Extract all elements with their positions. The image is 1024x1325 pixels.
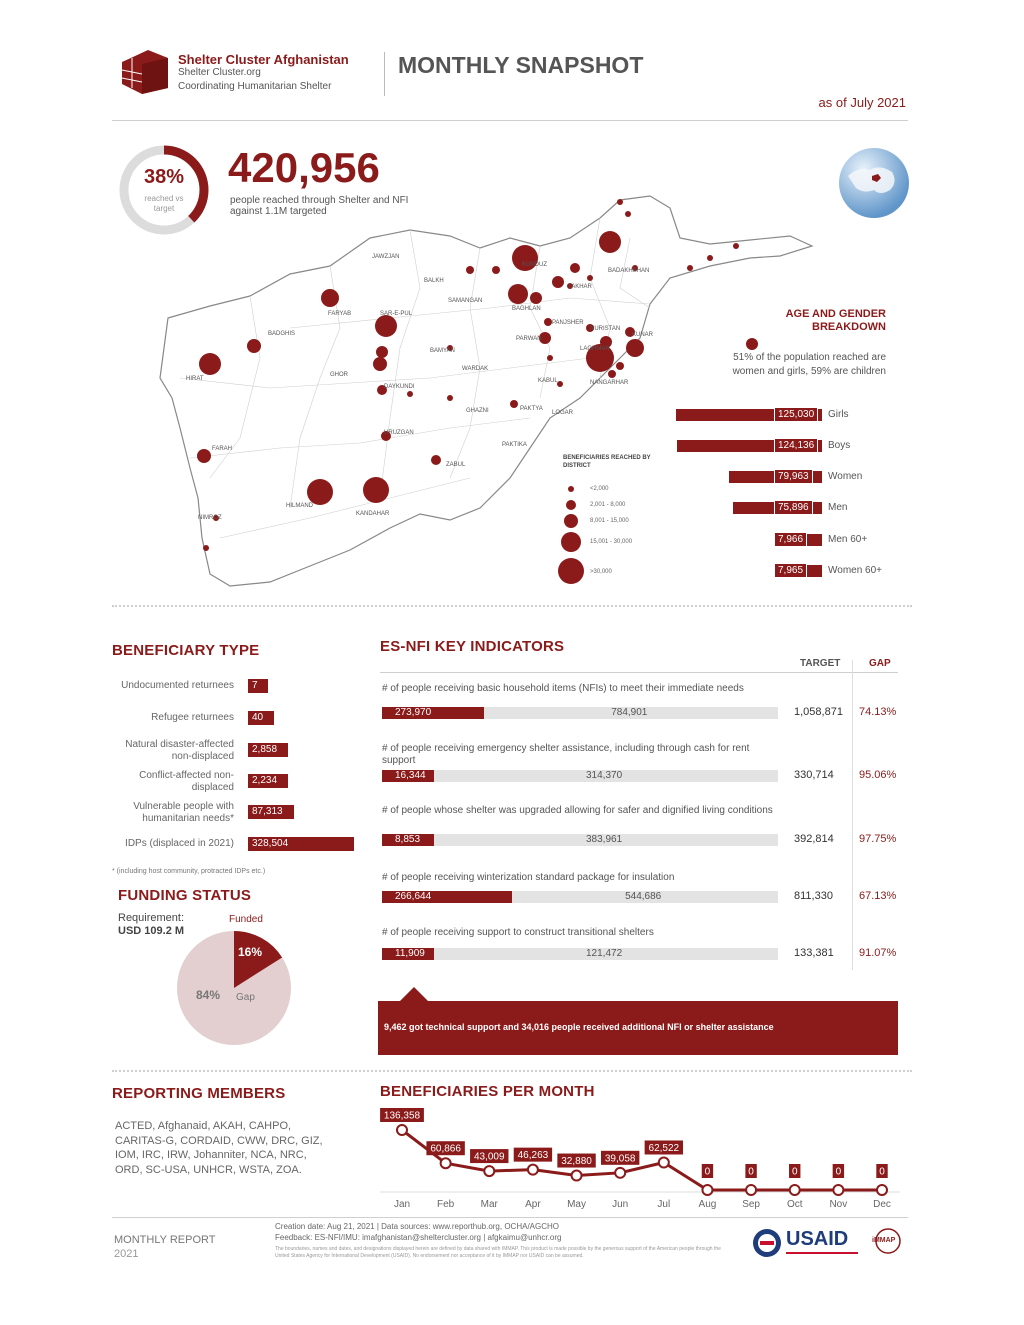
members-title: REPORTING MEMBERS xyxy=(112,1085,286,1102)
province-label: BAMYAN xyxy=(430,348,455,354)
funding-gap-label: Gap xyxy=(236,992,255,1003)
indicator-track xyxy=(382,770,778,782)
headline-caption: people reached through Shelter and NFI against 1.1M targeted xyxy=(230,195,409,217)
data-label: 0 xyxy=(879,1166,885,1178)
province-label: NURISTAN xyxy=(590,326,621,332)
province-label: DAYKUNDI xyxy=(384,384,415,390)
chart-title: BENEFICIARIES PER MONTH xyxy=(380,1083,595,1100)
monthly-line-chart xyxy=(380,1100,900,1215)
age-gender-value: 7,965 xyxy=(774,563,807,578)
data-label: 0 xyxy=(835,1166,842,1178)
indicator-remaining: 383,961 xyxy=(586,834,623,845)
age-gender-value: 7,966 xyxy=(774,532,807,547)
province-label: FARYAB xyxy=(328,311,352,317)
page-title: MONTHLY SNAPSHOT xyxy=(398,52,644,78)
map-legend-item: >30,000 xyxy=(590,569,612,575)
members-text: ACTED, Afghanaid, AKAH, CAHPO, CARITAS-G, CORDAID, CWW, DRC, GIZ, IOM, IRC, IRW, Johanniter, NCA, NRC, ORD, SC-USA, UNHCR, WSTA, ZOA. xyxy=(115,1120,323,1176)
province-label: PAKTIKA xyxy=(502,442,527,448)
data-point xyxy=(790,1185,800,1195)
province-label: WARDAK xyxy=(462,366,489,372)
x-tick-label: Jan xyxy=(393,1199,411,1210)
beneficiary-type-label: Natural disaster-affected non-displaced xyxy=(125,739,234,762)
age-gender-value: 125,030 xyxy=(774,407,818,422)
x-tick-label: Feb xyxy=(437,1199,455,1210)
callout-text: 9,462 got technical support and 34,016 people received additional NFI or shelter assistance xyxy=(384,1022,774,1032)
data-label: 62,522 xyxy=(648,1142,680,1154)
province-label: TAKHAR xyxy=(568,284,592,290)
province-label: FARAH xyxy=(212,446,233,452)
district-bubble xyxy=(199,353,221,375)
data-point xyxy=(877,1185,887,1195)
province-label: ZABUL xyxy=(446,462,466,468)
beneficiary-type-title: BENEFICIARY TYPE xyxy=(112,642,260,659)
province-label: KUNDUZ xyxy=(522,262,547,268)
map-legend-item: 15,001 - 30,000 xyxy=(590,539,633,545)
indicator-question: # of people receiving winterization standard package for insulation xyxy=(382,872,675,883)
indicator-question: # of people whose shelter was upgraded allowing for safer and dignified living conditions xyxy=(382,805,773,816)
funding-pie xyxy=(176,930,292,1046)
headline-number: 420,956 xyxy=(228,144,380,191)
district-bubble xyxy=(552,276,564,288)
province-label: SAMANGAN xyxy=(448,298,483,304)
data-point xyxy=(615,1168,625,1178)
district-bubble xyxy=(587,275,593,281)
district-bubble xyxy=(687,265,693,271)
section-separator xyxy=(112,605,912,607)
x-tick-label: Jun xyxy=(612,1199,629,1210)
age-gender-label: Girls xyxy=(828,409,849,420)
indicators-title: ES-NFI KEY INDICATORS xyxy=(380,638,565,655)
usaid-logo: USAID xyxy=(786,1228,849,1250)
indicator-question: # of people receiving basic household items (NFIs) to meet their immediate needs xyxy=(382,683,744,694)
footer-disclaimer: The boundaries, names and dates, and designations displayed herein are defined by data shared with IMMAP. This product is made possible by the generous support of the American people through the United States Agency for International Development (USAID). No endorsement nor acceptance of it by IMMAP nor USAID can be assumed. xyxy=(275,1246,721,1259)
x-tick-label: Nov xyxy=(829,1199,848,1210)
indicator-reached: 8,853 xyxy=(392,834,423,846)
age-gender-label: Women 60+ xyxy=(828,565,883,576)
province-label: PAKTYA xyxy=(520,406,543,412)
indicator-target: 392,814 xyxy=(794,833,834,845)
province-label: NANGARHAR xyxy=(590,380,629,386)
x-tick-label: Apr xyxy=(525,1199,541,1210)
district-bubble xyxy=(466,266,474,274)
province-label: BALKH xyxy=(424,278,444,284)
map-legend-title: BENEFICIARIES REACHED BY DISTRICT xyxy=(563,455,651,469)
indicator-gap: 97.75% xyxy=(859,833,897,845)
age-gender-label: Women xyxy=(828,471,863,482)
province-label: PARWAN xyxy=(516,336,542,342)
data-label: 43,009 xyxy=(473,1151,505,1163)
age-gender-value: 124,136 xyxy=(774,438,818,453)
district-bubble xyxy=(203,545,209,551)
data-point xyxy=(484,1166,494,1176)
data-label: 0 xyxy=(791,1166,798,1178)
district-bubble xyxy=(373,357,387,371)
age-gender-label: Boys xyxy=(828,440,851,451)
district-bubble xyxy=(321,289,339,307)
target-header: TARGET xyxy=(800,658,841,669)
district-bubble xyxy=(570,263,580,273)
funding-funded-label: Funded xyxy=(229,914,263,925)
indicator-remaining: 121,472 xyxy=(586,948,623,959)
beneficiary-type-label: IDPs (displaced in 2021) xyxy=(125,838,234,849)
x-tick-label: Aug xyxy=(698,1199,717,1210)
x-tick-label: May xyxy=(567,1199,586,1210)
beneficiary-type-bar: 87,313 xyxy=(248,805,294,819)
province-label: BADGHIS xyxy=(268,331,296,337)
indicator-track xyxy=(382,834,778,846)
indicators-rule xyxy=(380,672,898,673)
data-point xyxy=(441,1158,451,1168)
age-gender-title: AGE AND GENDER BREAKDOWN xyxy=(785,308,886,333)
province-label: BAGHLAN xyxy=(512,306,541,312)
district-bubble xyxy=(431,455,441,465)
indicator-target: 811,330 xyxy=(794,890,833,902)
data-label: 136,358 xyxy=(383,1110,421,1122)
org-sub: Shelter Cluster.org xyxy=(178,67,261,78)
indicator-target: 133,381 xyxy=(794,947,834,959)
indicator-remaining: 314,370 xyxy=(586,770,623,781)
district-bubble xyxy=(447,395,453,401)
org-tagline: Coordinating Humanitarian Shelter xyxy=(178,81,332,92)
data-label: 46,263 xyxy=(517,1150,549,1162)
footer-year: 2021 xyxy=(114,1248,139,1260)
indicator-gap: 67.13% xyxy=(859,890,897,902)
beneficiary-type-bar: 7 xyxy=(248,679,268,693)
province-label: BADAKHSHAN xyxy=(608,268,650,274)
usaid-seal-icon xyxy=(752,1228,782,1258)
data-point xyxy=(833,1185,843,1195)
indicator-target: 1,058,871 xyxy=(794,706,843,718)
beneficiary-type-label: Refugee returnees xyxy=(151,712,234,723)
data-point xyxy=(572,1171,582,1181)
district-bubble xyxy=(707,255,713,261)
indicator-question: # of people receiving emergency shelter assistance, including through cash for rent support xyxy=(382,743,750,766)
district-bubble xyxy=(375,315,397,337)
district-bubble xyxy=(247,339,261,353)
indicator-reached: 273,970 xyxy=(392,707,434,719)
beneficiary-type-bar: 40 xyxy=(248,711,274,725)
cluster-logo xyxy=(118,48,172,96)
district-bubble xyxy=(376,346,388,358)
section-separator xyxy=(112,1070,912,1072)
map-legend-item: 2,001 - 8,000 xyxy=(590,502,626,508)
district-bubble xyxy=(746,338,758,350)
beneficiary-type-label: Vulnerable people with humanitarian needs* xyxy=(133,801,234,824)
district-bubble xyxy=(733,243,739,249)
callout-box xyxy=(378,1001,898,1055)
funding-requirement-label: Requirement: xyxy=(118,912,185,924)
x-tick-label: Dec xyxy=(873,1199,891,1210)
x-tick-label: Mar xyxy=(480,1199,498,1210)
province-label: KANDAHAR xyxy=(356,511,390,517)
reached-percent: 38% xyxy=(143,166,185,188)
footer-rule xyxy=(112,1217,908,1218)
indicator-gap: 95.06% xyxy=(859,769,897,781)
footer-report: MONTHLY REPORT xyxy=(114,1234,216,1246)
age-gender-value: 79,963 xyxy=(774,469,813,484)
province-label: LAGHMAN xyxy=(580,346,610,352)
callout-arrow xyxy=(400,987,428,1001)
district-bubble xyxy=(544,318,552,326)
header-rule xyxy=(112,120,908,121)
district-bubble xyxy=(617,199,623,205)
indicator-reached: 16,344 xyxy=(392,770,429,782)
data-label: 0 xyxy=(704,1166,711,1178)
header-divider xyxy=(384,52,385,96)
province-label: URUZGAN xyxy=(384,430,414,436)
indicator-question: # of people receiving support to construct transitional shelters xyxy=(382,927,654,938)
funding-title: FUNDING STATUS xyxy=(118,887,252,904)
beneficiary-type-label: Undocumented returnees xyxy=(121,680,234,691)
province-label: PANJSHER xyxy=(552,320,584,326)
as-of-date: as of July 2021 xyxy=(818,95,906,110)
data-label: 32,880 xyxy=(561,1156,592,1168)
funding-gap-pct: 84% xyxy=(196,988,221,1002)
beneficiary-type-label: Conflict-affected non-displaced xyxy=(139,770,234,793)
footer-feedback: Feedback: ES-NFI/IMU: imafghanistan@sheltercluster.org | afgkaimu@unhcr.org xyxy=(275,1233,562,1242)
district-bubble xyxy=(508,284,528,304)
district-bubble xyxy=(608,370,616,378)
age-gender-value: 75,896 xyxy=(774,500,813,515)
org-name: Shelter Cluster Afghanistan xyxy=(178,52,349,67)
beneficiary-footnote: * (including host community, protracted IDPs etc.) xyxy=(112,868,266,875)
indicator-reached: 11,909 xyxy=(392,948,428,960)
indicator-remaining: 784,901 xyxy=(611,707,648,718)
x-tick-label: Oct xyxy=(786,1199,803,1210)
indicator-gap: 74.13% xyxy=(859,706,897,718)
province-label: NIMROZ xyxy=(198,515,222,521)
beneficiary-type-bar: 2,234 xyxy=(248,774,288,788)
province-label: HIRAT xyxy=(186,376,204,382)
footer-creation: Creation date: Aug 21, 2021 | Data sources: www.reporthub.org, OCHA/AGCHO xyxy=(275,1222,559,1231)
x-tick-label: Sep xyxy=(742,1199,760,1210)
funding-funded-pct: 16% xyxy=(238,945,263,959)
district-bubble xyxy=(492,266,500,274)
data-point xyxy=(746,1185,756,1195)
afghanistan-map xyxy=(150,178,818,590)
district-bubble xyxy=(530,292,542,304)
target-gap-divider xyxy=(852,660,853,970)
district-bubble xyxy=(626,339,644,357)
province-label: SAR-E-PUL xyxy=(380,311,413,317)
district-bubble xyxy=(510,400,518,408)
map-legend-item: <2,000 xyxy=(590,486,609,492)
district-bubble xyxy=(197,449,211,463)
data-label: 0 xyxy=(748,1166,754,1178)
map-legend-item: 8,001 - 15,000 xyxy=(590,518,629,524)
beneficiary-type-bar: 2,858 xyxy=(248,743,288,757)
usaid-underline xyxy=(786,1252,858,1254)
province-label: GHAZNI xyxy=(466,408,489,414)
province-label: JAWZJAN xyxy=(372,254,400,260)
data-point xyxy=(528,1165,538,1175)
indicator-reached: 266,644 xyxy=(392,891,434,903)
data-point xyxy=(397,1125,407,1135)
indicator-gap: 91.07% xyxy=(859,947,897,959)
indicator-track xyxy=(382,948,778,960)
indicator-target: 330,714 xyxy=(794,769,834,781)
province-label: LOGAR xyxy=(552,410,574,416)
district-bubble xyxy=(625,211,631,217)
district-bubble xyxy=(547,355,553,361)
gap-header: GAP xyxy=(869,658,891,669)
immap-logo: iMMAP xyxy=(872,1237,896,1244)
age-gender-label: Men xyxy=(828,502,848,513)
district-bubble xyxy=(599,231,621,253)
province-label: KABUL xyxy=(538,378,558,384)
district-bubble xyxy=(616,362,624,370)
province-label: GHOR xyxy=(330,372,348,378)
beneficiary-type-bar: 328,504 xyxy=(248,837,354,851)
data-point xyxy=(702,1185,712,1195)
district-bubble xyxy=(307,479,333,505)
data-label: 39,058 xyxy=(604,1153,636,1165)
province-label: KUNAR xyxy=(632,332,654,338)
data-label: 60,866 xyxy=(430,1143,461,1155)
funding-requirement-value: USD 109.2 M xyxy=(118,925,185,937)
province-label: HILMAND xyxy=(286,503,314,509)
globe-icon xyxy=(836,146,912,220)
indicator-remaining: 544,686 xyxy=(625,891,662,902)
district-bubble xyxy=(407,391,413,397)
age-gender-note: 51% of the population reached are women and girls, 59% are children xyxy=(732,352,886,377)
data-point xyxy=(659,1157,669,1167)
age-gender-label: Men 60+ xyxy=(828,534,868,545)
reached-percent-caption: reached vs target xyxy=(144,194,184,213)
district-bubble xyxy=(363,477,389,503)
x-tick-label: Jul xyxy=(657,1199,671,1210)
